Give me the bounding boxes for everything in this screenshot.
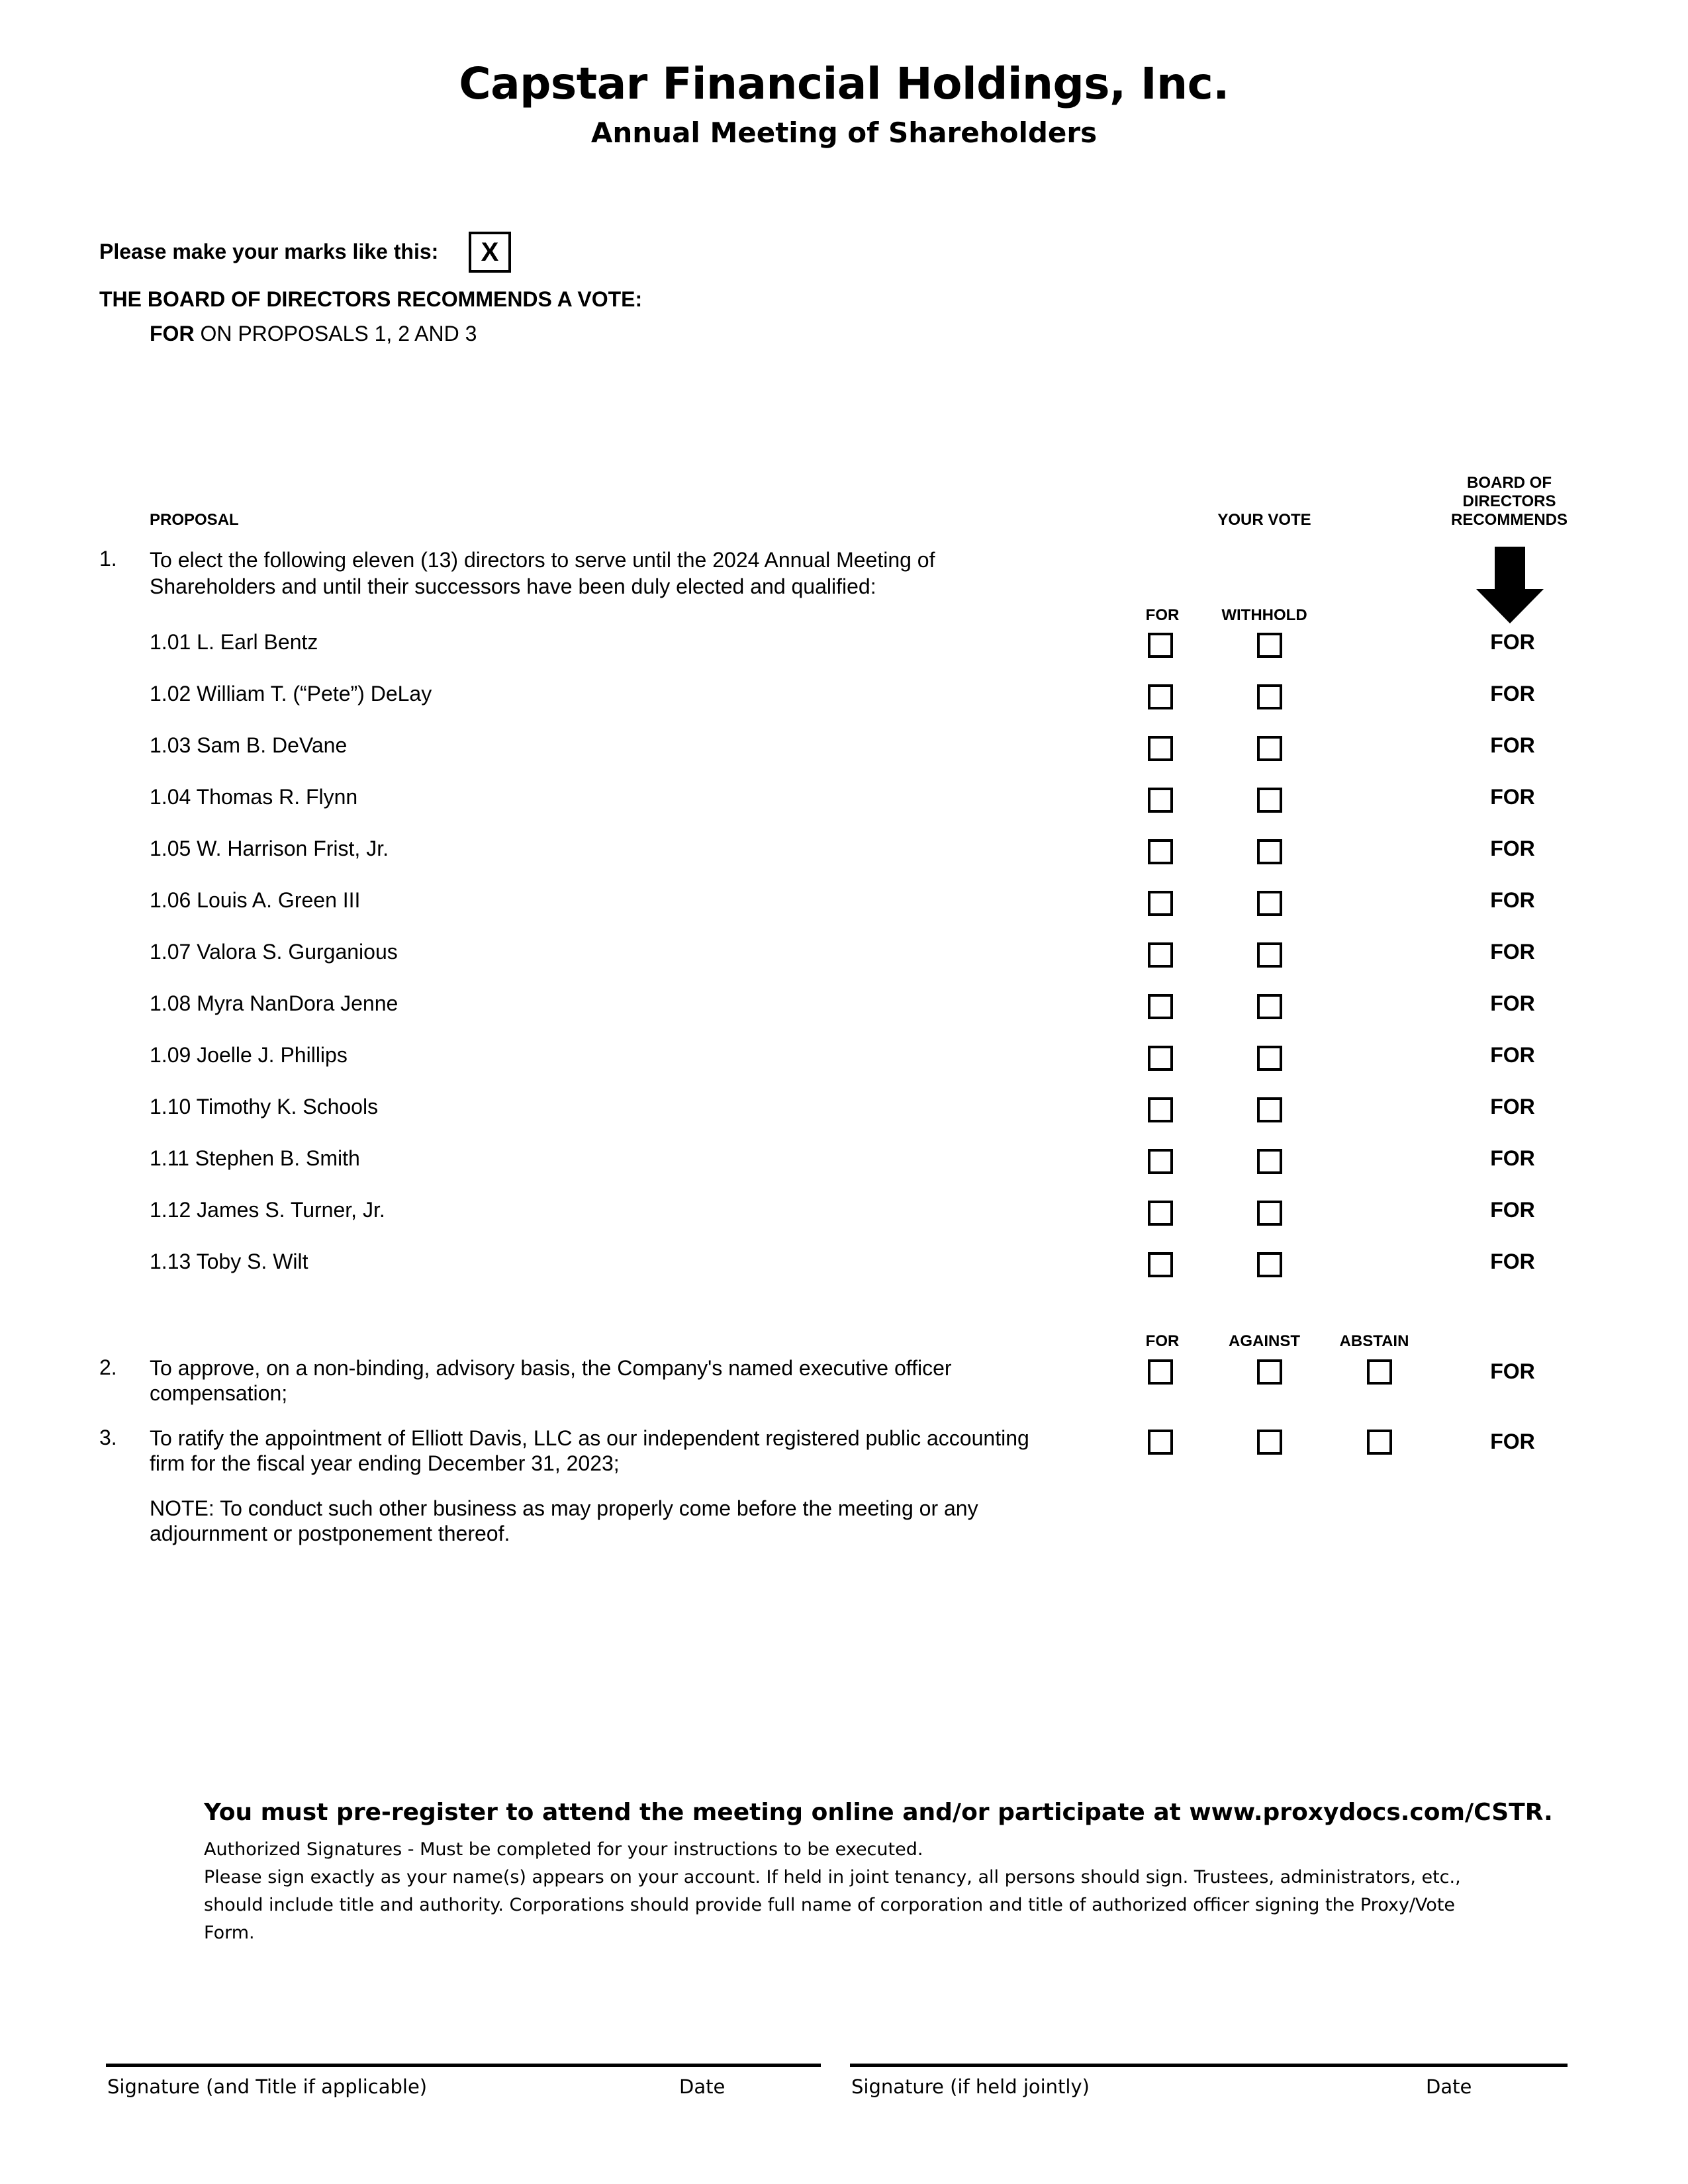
proposal2-text-line2: compensation;: [150, 1381, 288, 1405]
director-for-checkbox[interactable]: [1148, 736, 1173, 761]
director-name: 1.09 Joelle J. Phillips: [150, 1043, 348, 1067]
signature-label-2: Signature (if held jointly): [851, 2075, 1090, 2098]
proposal2-abstain-checkbox[interactable]: [1367, 1359, 1392, 1385]
director-recommendation: FOR: [1490, 837, 1535, 860]
for-column-header: FOR: [1145, 606, 1180, 624]
withhold-column-header: WITHHOLD: [1221, 606, 1307, 624]
footer-line1: Authorized Signatures - Must be completed for your instructions to be executed.: [204, 1839, 923, 1860]
director-for-checkbox[interactable]: [1148, 994, 1173, 1019]
company-title: Capstar Financial Holdings, Inc.: [459, 58, 1229, 109]
arrow-down-icon: [1474, 547, 1546, 625]
board-recommends-heading: THE BOARD OF DIRECTORS RECOMMENDS A VOTE:: [99, 287, 643, 311]
director-name: 1.12 James S. Turner, Jr.: [150, 1198, 385, 1222]
director-for-checkbox[interactable]: [1148, 1097, 1173, 1122]
proposal3-number: 3.: [99, 1426, 117, 1449]
director-withhold-checkbox[interactable]: [1257, 891, 1282, 916]
director-withhold-checkbox[interactable]: [1257, 736, 1282, 761]
proposal2-text: [150, 1355, 952, 1406]
board-header-line2: DIRECTORS: [1462, 492, 1556, 510]
marks-instruction: Please make your marks like this:: [99, 240, 439, 263]
proposal2-against-checkbox[interactable]: [1257, 1359, 1282, 1385]
director-withhold-checkbox[interactable]: [1257, 994, 1282, 1019]
director-for-checkbox[interactable]: [1148, 942, 1173, 968]
proposal3-text-line1: To ratify the appointment of Elliott Davis, LLC as our independent registered public accounting: [150, 1426, 1029, 1450]
footer-line3: should include title and authority. Corporations should provide full name of corporation and title of authorized officer signing the Proxy/Vote: [204, 1895, 1456, 1915]
director-name: 1.10 Timothy K. Schools: [150, 1095, 379, 1118]
proposal2-for-checkbox[interactable]: [1148, 1359, 1173, 1385]
signature-label-1: Signature (and Title if applicable): [107, 2075, 428, 2098]
director-withhold-checkbox[interactable]: [1257, 684, 1282, 709]
signature-line-1[interactable]: [106, 2064, 821, 2067]
director-for-checkbox[interactable]: [1148, 1149, 1173, 1174]
mark-example-box: X: [469, 232, 511, 273]
director-recommendation: FOR: [1490, 991, 1535, 1015]
director-withhold-checkbox[interactable]: [1257, 633, 1282, 658]
your-vote-header: YOUR VOTE: [1217, 511, 1311, 529]
director-recommendation: FOR: [1490, 1250, 1535, 1273]
board-header-line3: RECOMMENDS: [1450, 511, 1568, 529]
on-proposals-text: ON PROPOSALS 1, 2 AND 3: [194, 322, 477, 345]
director-recommendation: FOR: [1490, 630, 1535, 654]
proposal1-text: [150, 547, 935, 600]
proposal2-text-line1: To approve, on a non-binding, advisory basis, the Company's named executive officer: [150, 1356, 952, 1380]
for-word: FOR: [150, 322, 195, 345]
date-label-2: Date: [1426, 2075, 1472, 2098]
signature-instructions: [204, 1836, 1528, 1947]
board-header-line1: BOARD OF: [1467, 474, 1552, 492]
director-recommendation: FOR: [1490, 682, 1535, 705]
director-withhold-checkbox[interactable]: [1257, 1252, 1282, 1277]
for-column-header-2: FOR: [1145, 1332, 1180, 1350]
director-recommendation: FOR: [1490, 1146, 1535, 1170]
director-withhold-checkbox[interactable]: [1257, 1046, 1282, 1071]
signature-line-2[interactable]: [850, 2064, 1568, 2067]
director-recommendation: FOR: [1490, 733, 1535, 757]
footer-line2: Please sign exactly as your name(s) appears on your account. If held in joint tenancy, all persons should sign. Trustees, administrators, etc.,: [204, 1867, 1461, 1888]
director-withhold-checkbox[interactable]: [1257, 788, 1282, 813]
note-text: [150, 1496, 978, 1546]
proposal3-text-line2: firm for the fiscal year ending December 31, 2023;: [150, 1451, 620, 1475]
proposal-header: PROPOSAL: [150, 511, 239, 529]
preregister-notice: You must pre-register to attend the meeting online and/or participate at www.proxydocs.com/CSTR.: [204, 1799, 1553, 1826]
director-name: 1.04 Thomas R. Flynn: [150, 785, 358, 809]
director-name: 1.13 Toby S. Wilt: [150, 1250, 308, 1273]
director-withhold-checkbox[interactable]: [1257, 1201, 1282, 1226]
meeting-subtitle: Annual Meeting of Shareholders: [590, 116, 1098, 149]
director-for-checkbox[interactable]: [1148, 1201, 1173, 1226]
director-withhold-checkbox[interactable]: [1257, 839, 1282, 864]
director-withhold-checkbox[interactable]: [1257, 1149, 1282, 1174]
director-for-checkbox[interactable]: [1148, 891, 1173, 916]
proposal2-recommendation: FOR: [1490, 1359, 1535, 1383]
date-label-1: Date: [679, 2075, 726, 2098]
proposal3-for-checkbox[interactable]: [1148, 1430, 1173, 1455]
director-recommendation: FOR: [1490, 1198, 1535, 1222]
director-name: 1.01 L. Earl Bentz: [150, 630, 318, 654]
director-name: 1.03 Sam B. DeVane: [150, 733, 348, 757]
director-name: 1.05 W. Harrison Frist, Jr.: [150, 837, 389, 860]
director-recommendation: FOR: [1490, 940, 1535, 964]
director-recommendation: FOR: [1490, 888, 1535, 912]
director-withhold-checkbox[interactable]: [1257, 1097, 1282, 1122]
note-line2: adjournment or postponement thereof.: [150, 1522, 510, 1545]
footer-line4: Form.: [204, 1923, 255, 1943]
note-line1: NOTE: To conduct such other business as may properly come before the meeting or any: [150, 1496, 978, 1520]
proposal3-text: [150, 1426, 1029, 1476]
proposal1-text-line2: Shareholders and until their successors have been duly elected and qualified:: [150, 574, 876, 598]
proposal1-number: 1.: [99, 547, 117, 570]
proposal1-text-line1: To elect the following eleven (13) directors to serve until the 2024 Annual Meeting of: [150, 548, 935, 572]
against-column-header: AGAINST: [1229, 1332, 1300, 1350]
director-for-checkbox[interactable]: [1148, 1046, 1173, 1071]
director-name: 1.07 Valora S. Gurganious: [150, 940, 398, 964]
proposal3-against-checkbox[interactable]: [1257, 1430, 1282, 1455]
director-name: 1.11 Stephen B. Smith: [150, 1146, 360, 1170]
director-for-checkbox[interactable]: [1148, 839, 1173, 864]
director-withhold-checkbox[interactable]: [1257, 942, 1282, 968]
director-for-checkbox[interactable]: [1148, 1252, 1173, 1277]
director-for-checkbox[interactable]: [1148, 633, 1173, 658]
director-recommendation: FOR: [1490, 1043, 1535, 1067]
director-name: 1.08 Myra NanDora Jenne: [150, 991, 399, 1015]
proposal3-abstain-checkbox[interactable]: [1367, 1430, 1392, 1455]
proposal3-recommendation: FOR: [1490, 1430, 1535, 1453]
director-for-checkbox[interactable]: [1148, 788, 1173, 813]
abstain-column-header: ABSTAIN: [1339, 1332, 1409, 1350]
director-for-checkbox[interactable]: [1148, 684, 1173, 709]
director-name: 1.06 Louis A. Green III: [150, 888, 361, 912]
director-name: 1.02 William T. (“Pete”) DeLay: [150, 682, 432, 705]
proposal2-number: 2.: [99, 1355, 117, 1379]
director-recommendation: FOR: [1490, 785, 1535, 809]
board-recommends-header: [1423, 474, 1595, 529]
director-recommendation: FOR: [1490, 1095, 1535, 1118]
recommendation-summary: [150, 322, 477, 346]
